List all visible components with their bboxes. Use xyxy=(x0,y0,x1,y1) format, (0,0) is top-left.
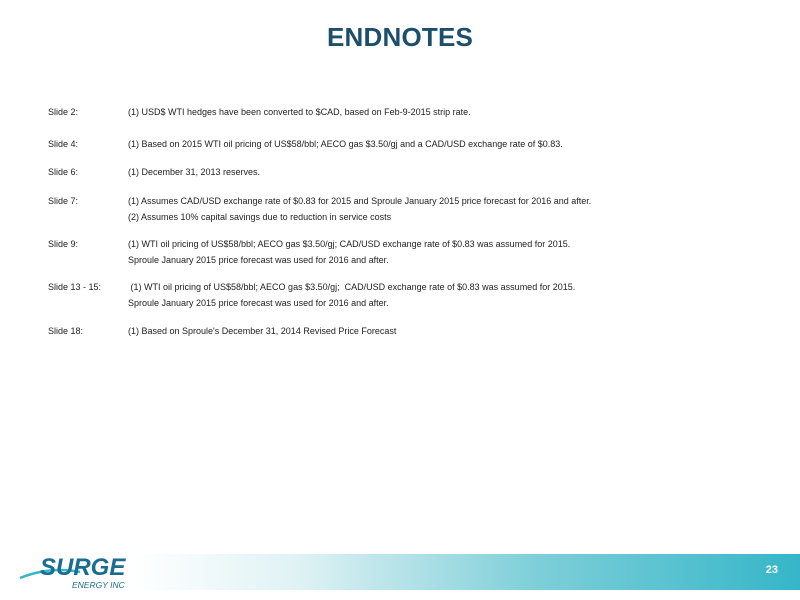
footer-bar xyxy=(132,554,800,590)
endnote-text: (1) WTI oil pricing of US$58/bbl; AECO gas $3.50/gj; CAD/USD exchange rate of $0.83 was assumed for 2015. xyxy=(128,239,571,249)
endnote-text: (1) WTI oil pricing of US$58/bbl; AECO gas $3.50/gj; CAD/USD exchange rate of $0.83 was assumed for 2015. xyxy=(128,282,576,292)
endnote-text: (1) Based on Sproule's December 31, 2014 Revised Price Forecast xyxy=(128,326,397,336)
page-title: ENDNOTES xyxy=(326,22,474,52)
surge-energy-logo xyxy=(18,548,132,592)
endnote-text: Sproule January 2015 price forecast was used for 2016 and after. xyxy=(128,298,389,308)
endnote-label: Slide 6: xyxy=(48,167,79,177)
endnote-label: Slide 9: xyxy=(48,239,79,249)
endnote-text: (1) Assumes CAD/USD exchange rate of $0.83 for 2015 and Sproule January 2015 price forecast for 2016 and after. xyxy=(128,196,592,206)
endnote-label: Slide 18: xyxy=(48,326,84,336)
logo-wordmark: SURGE xyxy=(40,554,126,581)
endnote-label: Slide 13 - 15: xyxy=(48,282,102,292)
endnote-text: (2) Assumes 10% capital savings due to reduction in service costs xyxy=(128,212,392,222)
logo-subtitle: ENERGY INC xyxy=(72,580,125,590)
endnote-label: Slide 2: xyxy=(48,107,79,117)
endnote-text: (1) USD$ WTI hedges have been converted to $CAD, based on Feb-9-2015 strip rate. xyxy=(128,107,471,117)
endnote-text: (1) December 31, 2013 reserves. xyxy=(128,167,261,177)
endnote-label: Slide 7: xyxy=(48,196,79,206)
endnote-text: Sproule January 2015 price forecast was used for 2016 and after. xyxy=(128,255,389,265)
endnote-label: Slide 4: xyxy=(48,139,79,149)
endnote-text: (1) Based on 2015 WTI oil pricing of US$58/bbl; AECO gas $3.50/gj and a CAD/USD exchange rate of $0.83. xyxy=(128,139,563,149)
page-number: 23 xyxy=(765,564,778,576)
